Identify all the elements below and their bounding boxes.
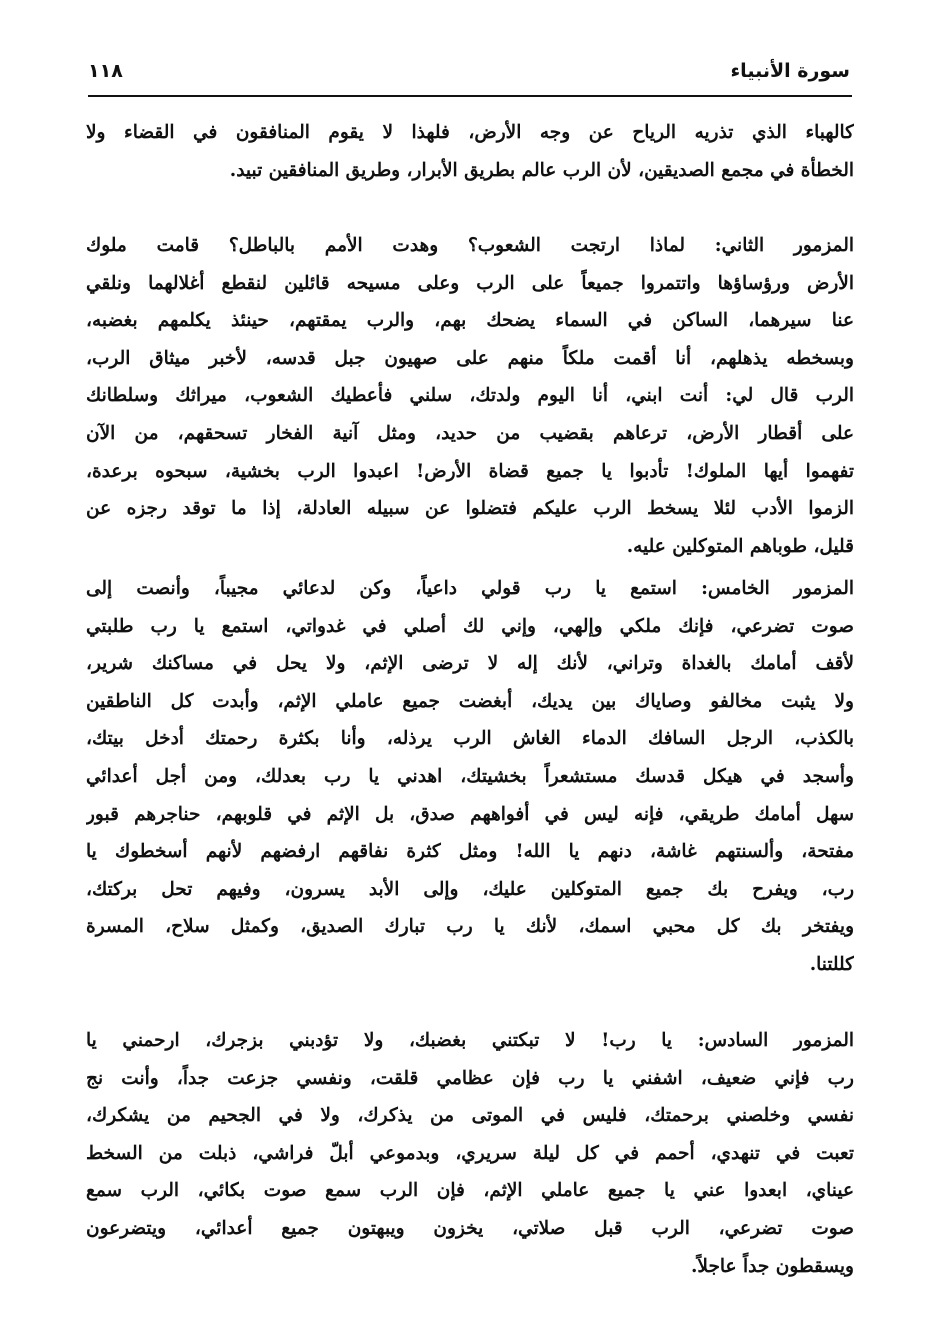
page-number: ١١٨ bbox=[88, 60, 123, 82]
running-header bbox=[88, 60, 850, 92]
text-line: المزمور الثاني: لماذا ارتجت الشعوب؟ وهدت الأمم بالباطل؟ قامت ملوك bbox=[86, 235, 854, 256]
text-line: قليل، طوباهم المتوكلين عليه. bbox=[626, 535, 854, 557]
paragraph-3 bbox=[86, 570, 854, 984]
text-line: رب، ويفرح بك جميع المتوكلين عليك، وإلى الأبد يسرون، وفيهم تحل بركتك، bbox=[86, 878, 854, 900]
paragraph-2 bbox=[86, 227, 854, 565]
text-line: تفهموا أيها الملوك! تأدبوا يا جميع قضاة الأرض! اعبدوا الرب بخشية، سبحوه برعدة، bbox=[86, 460, 854, 482]
text-line: ويسقطون جداً عاجلاً. bbox=[690, 1255, 854, 1277]
text-line: مفتحة، وألسنتهم غاشة، دنهم يا الله! ومثل كثرة نفاقهم ارفضهم لأنهم أسخطوك يا bbox=[86, 841, 854, 863]
text-line: عنا سيرهما، الساكن في السماء يضحك بهم، والرب يمقتهم، حينئذ يكلمهم بغضبه، bbox=[86, 310, 854, 332]
text-line: كللتنا. bbox=[809, 953, 854, 975]
text-line: بالكذب، الرجل السافك الدماء الغاش الرب يرذله، وأنا بكثرة رحمتك أدخل بيتك، bbox=[86, 728, 854, 750]
text-line: تعبت في تنهدي، أحمم في كل ليلة سريري، وبدموعي أبلّ فراشي، ذبلت من السخط bbox=[86, 1142, 854, 1164]
text-line: عيناي، ابعدوا عني يا جميع عاملي الإثم، فإن الرب سمع صوت بكائي، الرب سمع bbox=[86, 1180, 854, 1202]
text-line: وبسخطه يذهلهم، أنا أقمت ملكاً منهم على صهيون جبل قدسه، لأخبر ميثاق الرب، bbox=[86, 347, 854, 369]
text-line: وأسجد في هيكل قدسك مستشعراً بخشيتك، اهدني يا رب بعدلك، ومن أجل أعدائي bbox=[86, 765, 854, 787]
text-line: رب فإني ضعيف، اشفني يا رب فإن عظامي قلقت، ونفسي جزعت جداً، وأنت نج bbox=[86, 1067, 854, 1089]
text-line: ولا يثبت مخالفو وصاياك بين يديك، أبغضت جميع عاملي الإثم، وأبدت كل الناطقين bbox=[86, 690, 854, 712]
paragraph-4 bbox=[86, 1022, 854, 1285]
text-line: ويفتخر بك كل محبي اسمك، لأنك يا رب تبارك الصديق، وكمثل سلاح، المسرة bbox=[86, 916, 854, 938]
text-line: لأقف أمامك بالغداة وتراني، لأنك إله لا ترضى الإثم، ولا يحل في مساكنك شرير، bbox=[86, 653, 854, 675]
text-line: المزمور السادس: يا رب! لا تبكتني بغضبك، ولا تؤدبني بزجرك، ارحمني يا bbox=[86, 1030, 854, 1051]
text-line: سهل أمامك طريقي، فإنه ليس في أفواههم صدق، بل الإثم في قلوبهم، حناجرهم قبور bbox=[86, 803, 854, 825]
text-line: نفسي وخلصني برحمتك، فليس في الموتى من يذكرك، ولا في الجحيم من يشكرك، bbox=[86, 1105, 854, 1127]
surah-title: سورة الأنبياء bbox=[730, 60, 850, 82]
text-line: على أقطار الأرض، ترعاهم بقضيب من حديد، ومثل آنية الفخار تسحقهم، من الآن bbox=[86, 422, 854, 444]
text-line: الزموا الأدب لئلا يسخط الرب عليكم فتضلوا عن سبيله العادلة، إذا ما توقد رجزه عن bbox=[86, 498, 854, 520]
text-line: الأرض ورؤساؤها واتتمروا جميعاً على الرب وعلى مسيحه قائلين لنقطع أغلالهما ونلقي bbox=[86, 272, 854, 294]
text-line: كالهباء الذي تذريه الرياح عن وجه الأرض، فلهذا لا يقوم المنافقون في القضاء ولا bbox=[86, 122, 854, 143]
header-divider bbox=[88, 95, 852, 97]
text-line: الخطأة في مجمع الصديقين، لأن الرب عالم بطريق الأبرار، وطريق المنافقين تبيد. bbox=[229, 159, 854, 181]
text-line: صوت تضرعي، فإنك ملكي وإلهي، وإني لك أصلي في غدواتي، استمع يا رب طلبتي bbox=[86, 615, 854, 637]
text-line: صوت تضرعي، الرب قبل صلاتي، يخزون ويبهتون جميع أعدائي، ويتضرعون bbox=[86, 1217, 854, 1239]
text-line: المزمور الخامس: استمع يا رب قولي داعياً، وكن لدعائي مجيباً، وأنصت إلى bbox=[86, 578, 854, 599]
text-line: الرب قال لي: أنت ابني، أنا اليوم ولدتك، سلني فأعطيك الشعوب، ميراثك وسلطانك bbox=[86, 385, 854, 407]
paragraph-1 bbox=[86, 114, 854, 189]
